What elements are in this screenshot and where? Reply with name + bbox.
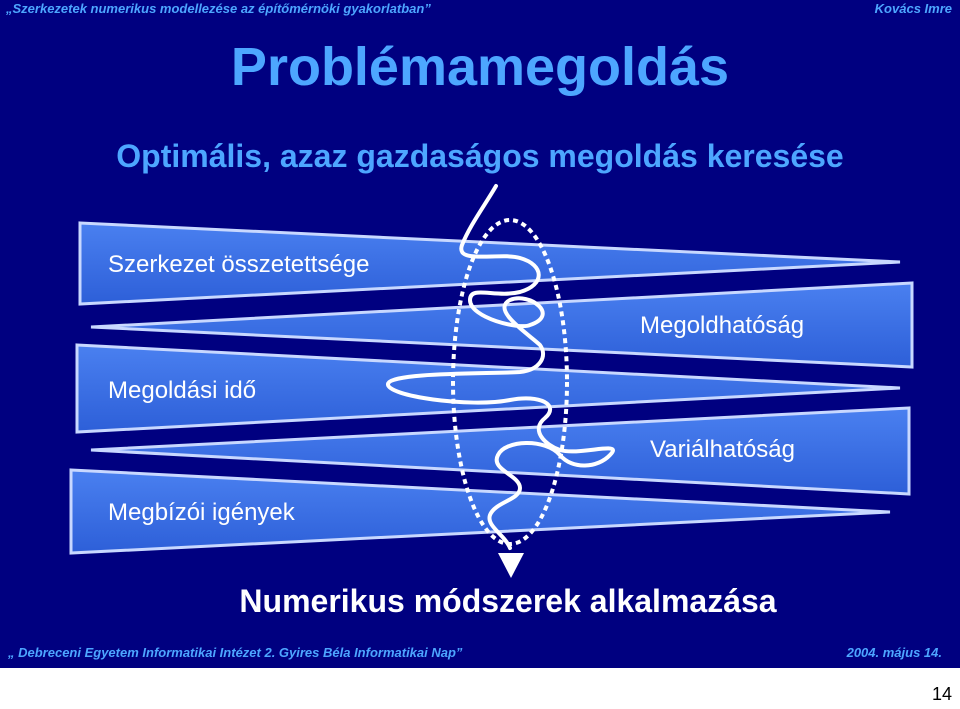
label-megbizoi: Megbízói igények <box>108 499 295 526</box>
slide-subtitle: Optimális, azaz gazdaságos megoldás keresése <box>116 138 844 174</box>
label-megoldasi-ido: Megoldási idő <box>108 377 257 404</box>
header-left: „Szerkezetek numerikus modellezése az építőmérnöki gyakorlatban” <box>6 1 431 16</box>
label-varialhatosag: Variálhatóság <box>650 436 795 463</box>
label-szerkezet: Szerkezet összetettsége <box>108 251 370 278</box>
footer-left: „ Debreceni Egyetem Informatikai Intézet 2. Gyires Béla Informatikai Nap” <box>8 645 463 660</box>
slide-title: Problémamegoldás <box>230 37 730 97</box>
bottom-title: Numerikus módszerek alkalmazása <box>239 583 777 619</box>
label-megoldhatosag: Megoldhatóság <box>640 312 805 339</box>
page-number: 14 <box>931 684 952 704</box>
arrow-head <box>498 553 524 578</box>
footer-right: 2004. május 14. <box>846 645 942 660</box>
header-right: Kovács Imre <box>874 1 952 16</box>
